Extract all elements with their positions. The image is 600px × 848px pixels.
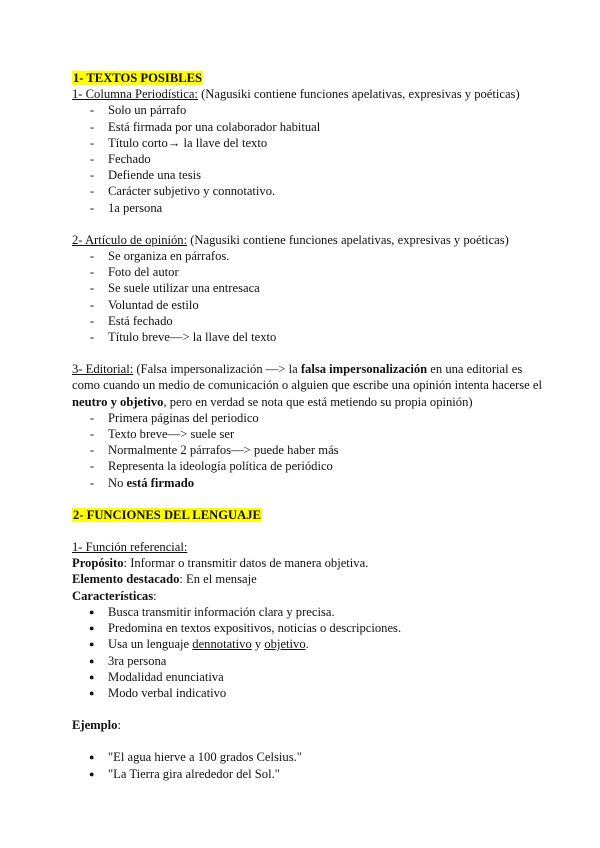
editorial-label: 3- Editorial:: [72, 362, 134, 377]
editorial-text-3: , pero en verdad se nota que está metiendo su propia opinión): [163, 394, 473, 409]
editorial-list: [72, 410, 532, 491]
section2-heading: 2- FUNCIONES DEL LENGUAJE: [73, 507, 261, 522]
articulo-list: [72, 248, 532, 345]
list-item: ● Modo verbal indicativo: [72, 685, 532, 701]
list-item: - Está fechado: [72, 313, 532, 329]
list-item: - Solo un párrafo: [72, 102, 532, 118]
ejemplo-label: Ejemplo: [72, 718, 118, 733]
elemento-text: : En el mensaje: [179, 572, 257, 587]
lenguaje-underlined-1: dennotativo: [192, 637, 252, 652]
editorial-line-2: como cuando un medio de comunicación o alguien que escribe una opinión intenta hacerse el: [72, 378, 543, 393]
list-item: ● "El agua hierve a 100 grados Celsius.": [72, 749, 532, 765]
caracteristicas-colon: :: [153, 588, 157, 603]
list-item: - Se organiza en párrafos.: [72, 248, 532, 264]
document-page: [72, 70, 543, 782]
list-item: - Se suele utilizar una entresaca: [72, 280, 532, 296]
list-item: ● "La Tierra gira alrededor del Sol.": [72, 766, 532, 782]
proposito-line: [72, 555, 532, 571]
list-item: - Normalmente 2 párrafos—> puede haber más: [72, 442, 532, 458]
list-item: - Texto breve—> suele ser: [72, 426, 532, 442]
articulo-label: 2- Artículo de opinión:: [72, 232, 188, 247]
list-item: - Título corto→ la llave del texto: [72, 135, 532, 151]
caracteristicas-line: [72, 588, 532, 604]
referencial-subheading: 1- Función referencial:: [72, 540, 188, 555]
list-item: [72, 475, 532, 491]
proposito-text: : Informar o transmitir datos de manera objetiva.: [123, 556, 369, 571]
editorial-text-2: en una editorial es: [427, 362, 523, 377]
list-item: - Carácter subjetivo y connotativo.: [72, 183, 532, 199]
ejemplo-list: [72, 749, 532, 781]
editorial-title: [72, 361, 532, 377]
list-item: - Está firmada por una colaborador habitual: [72, 119, 532, 135]
editorial-bold-1: falsa impersonalización: [300, 362, 428, 377]
lenguaje-mid: y: [251, 637, 265, 652]
section2-heading-line: [72, 507, 532, 523]
ejemplo-colon: :: [117, 718, 121, 733]
caracteristicas-list: [72, 604, 532, 701]
lenguaje-underlined-2: objetivo: [264, 637, 306, 652]
ejemplo-line: [72, 717, 532, 733]
list-item: - Foto del autor: [72, 264, 532, 280]
lenguaje-prefix: Usa un lenguaje: [108, 637, 193, 652]
list-item: ● 3ra persona: [72, 653, 532, 669]
columna-list: [72, 102, 532, 215]
columna-label: 1- Columna Periodística:: [72, 87, 198, 102]
list-item-prefix: No: [108, 475, 127, 490]
articulo-title: [72, 232, 532, 248]
elemento-line: [72, 571, 532, 587]
list-item-bold: está firmado: [126, 475, 195, 490]
articulo-desc: (Nagusiki contiene funciones apelativas, expresivas y poéticas): [187, 232, 509, 247]
list-item: - Título breve—> la llave del texto: [72, 329, 532, 345]
list-item: ● Predomina en textos expositivos, noticias o descripciones.: [72, 620, 532, 636]
list-item: - Fechado: [72, 151, 532, 167]
editorial-line-3: [72, 394, 532, 410]
list-item: - Voluntad de estilo: [72, 297, 532, 313]
editorial-bold-2: neutro y objetivo: [72, 394, 164, 409]
proposito-label: Propósito: [72, 556, 124, 571]
section1-heading-line: [72, 70, 532, 86]
lenguaje-end: .: [305, 637, 309, 652]
columna-title: [72, 86, 532, 102]
list-item: - Representa la ideología política de periódico: [72, 458, 532, 474]
list-item: - 1a persona: [72, 200, 532, 216]
list-item: ● Busca transmitir información clara y precisa.: [72, 604, 532, 620]
editorial-text-1: (Falsa impersonalización —> la: [133, 362, 301, 377]
list-item: - Defiende una tesis: [72, 167, 532, 183]
caracteristicas-label: Características: [72, 588, 154, 603]
section1-heading: 1- TEXTOS POSIBLES: [73, 71, 203, 85]
list-item: ● Modalidad enunciativa: [72, 669, 532, 685]
columna-desc: (Nagusiki contiene funciones apelativas, expresivas y poéticas): [197, 87, 520, 102]
list-item: [72, 636, 532, 652]
elemento-label: Elemento destacado: [72, 572, 180, 587]
list-item: - Primera páginas del periodico: [72, 410, 532, 426]
